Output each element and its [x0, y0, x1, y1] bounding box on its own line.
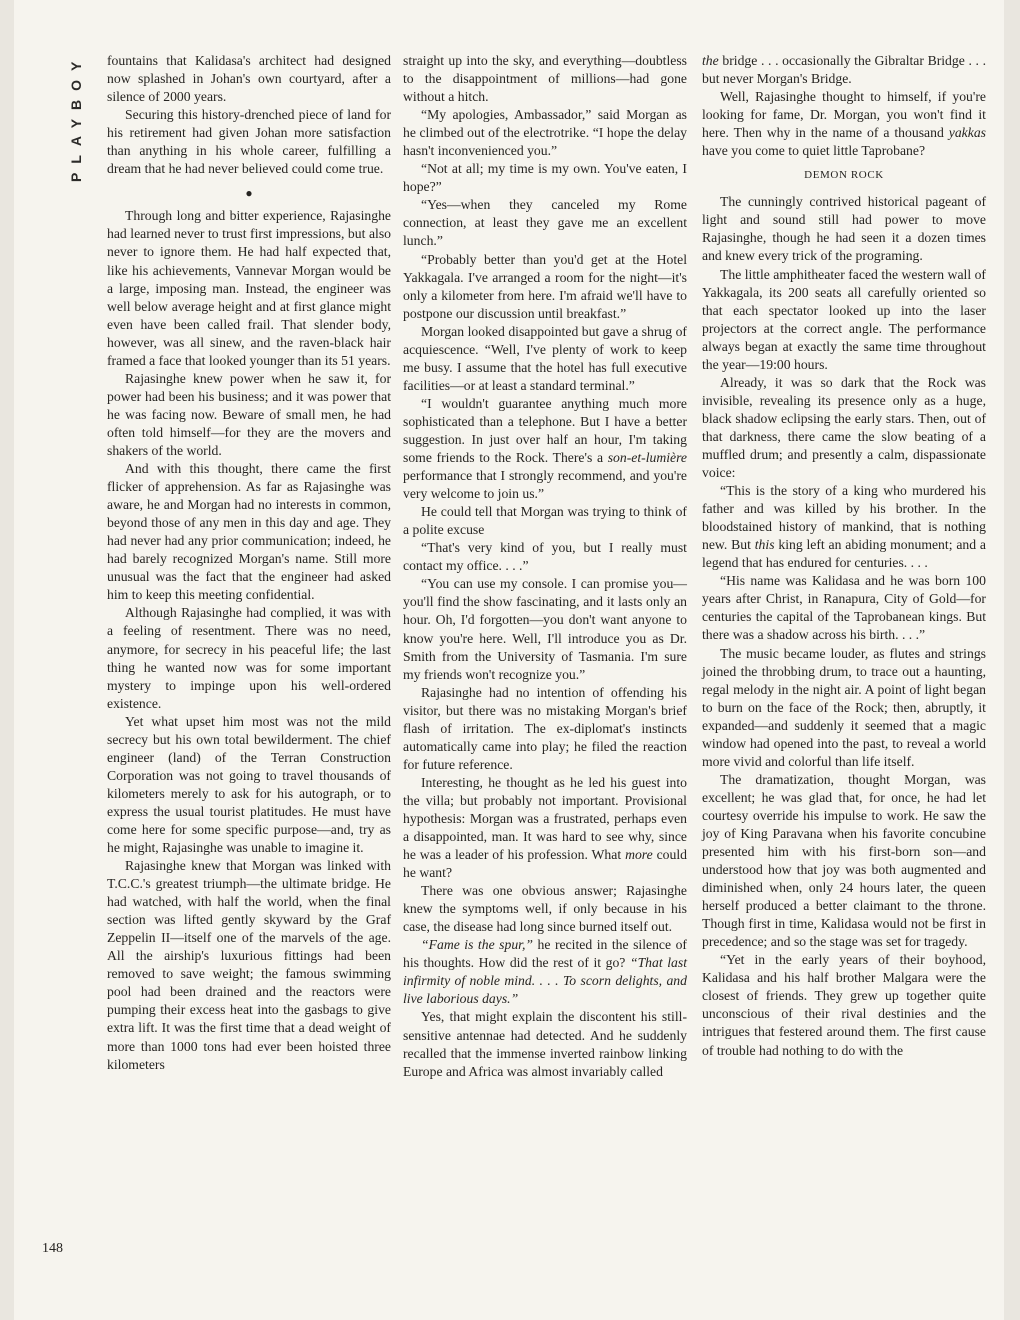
text-run: “I wouldn't guarantee anything much more sophisticated than a telephone. But I have a better suggestion. In just over half an hour, I'm taking some friends to the Rock. There's a	[403, 395, 687, 466]
paragraph	[403, 936, 687, 1008]
paragraph: fountains that Kalidasa's architect had designed now splashed in Johan's own courtyard, after a silence of 2000 years.	[107, 53, 391, 105]
text-run: king left an abiding monument; and a legend that has endured for centuries. . . .	[702, 537, 986, 571]
magazine-page	[14, 0, 1004, 1320]
text-run: have you come to quiet little Taprobane?	[702, 143, 926, 159]
paragraph: straight up into the sky, and everything—doubtless to the disappointment of millions—had gone without a hitch.	[403, 53, 687, 105]
paragraph: He could tell that Morgan was trying to think of a polite excuse	[403, 504, 687, 538]
paragraph: Morgan looked disappointed but gave a shrug of acquiescence. “Well, I've plenty of work to keep me busy. I assume that the hotel has full executive facilities—or at least a standard terminal.”	[403, 323, 687, 393]
paragraph: Already, it was so dark that the Rock was invisible, revealing its presence only as a huge, black shadow eclipsing the early stars. Then, out of that darkness, there came the slow beating of a muffled drum; and presently a calm, dispassionate voice:	[702, 374, 986, 481]
paragraph: Securing this history-drenched piece of land for his retirement had given Johan more satisfaction than anything in his whole career, fulfilling a dream that he had never believed could come true.	[107, 107, 391, 177]
text-run: performance that I strongly recommend, and you're very welcome to join us.”	[403, 468, 687, 502]
paragraph: Rajasinghe had no intention of offending his visitor, but there was no mistaking Morgan's brief flash of irritation. The ex-diplomat's instincts automatically came into play; he filed the reaction for future reference.	[403, 684, 687, 772]
page-number: 148	[42, 1241, 63, 1256]
paragraph	[702, 88, 986, 160]
text-run: Interesting, he thought as he led his guest into the villa; but probably not important. Provisional hypothesis: Morgan was a frustrated, perhaps even a disappointed, man. It was hard to see why, since he was a leader of his profession. What	[403, 774, 687, 863]
paragraph: The little amphitheater faced the western wall of Yakkagala, its 200 seats all carefully oriented so that each spectator looked up into the laser projectors at the correct angle. The performance always began at exactly the same time throughout the year—19:00 hours.	[702, 266, 986, 372]
italic-text: this	[754, 537, 775, 553]
paragraph: “Yes—when they canceled my Rome connection, at least they gave me an excellent lunch.”	[403, 197, 687, 249]
paragraph: Yes, that might explain the discontent his still-sensitive antennae had detected. And he suddenly recalled that the immense inverted rainbow linking Europe and Africa was almost invariably called	[403, 1009, 687, 1079]
italic-text: “That last infirmity of noble mind. . . . To scorn delights, and live laborious days.”	[403, 955, 688, 1007]
paragraph	[702, 482, 986, 572]
paragraph: Although Rajasinghe had complied, it was with a feeling of resentment. There was no need, anymore, for secrecy in his peaceful life; the last thing he wanted now was for some important mystery to impinge upon his well-ordered existence.	[107, 605, 391, 711]
paragraph: “Yet in the early years of their boyhood, Kalidasa and his half brother Malgara were the closest of friends. They grew up together quite unconscious of their rival destinies and the intrigues that festered around them. The first cause of trouble had nothing to do with the	[702, 952, 986, 1058]
magazine-masthead: PLAYBOY	[68, 52, 84, 182]
italic-text: son-et-lumière	[607, 450, 687, 466]
paragraph: “His name was Kalidasa and he was born 100 years after Christ, in Ranapura, City of Gold—for centuries the capital of the Taprobanean kings. But there was a shadow across his birth. . . .”	[702, 573, 986, 643]
text-run: “This is the story of a king who murdered his father and was killed by his brother. In the bloodstained history of mankind, that is nothing new. But	[702, 483, 986, 553]
text-column-3	[702, 52, 986, 1060]
paragraph	[702, 52, 986, 88]
section-subhead: DEMON ROCK	[804, 169, 884, 182]
paragraph: The music became louder, as flutes and strings joined the throbbing drum, to trace out a haunting, regal melody in the night air. A point of light began to burn on the face of the Rock; then, abruptly, it expanded—and suddenly it seemed that a magic window had opened into the past, to reveal a world more vivid and colorful than life itself.	[702, 645, 986, 769]
paragraph	[403, 774, 687, 882]
text-column-2	[403, 52, 687, 1081]
paragraph: There was one obvious answer; Rajasinghe knew the symptoms well, if only because in his case, the disease had long since burned itself out.	[403, 883, 687, 935]
italic-text: yakkas	[948, 125, 986, 141]
paragraph: And with this thought, there came the first flicker of apprehension. As far as Rajasinghe was aware, he and Morgan had no interests in common, beyond those of any men in this day and age. They had never had any prior communication; indeed, he had barely recognized Morgan's name. Still more unusual was the fact that the engineer had asked him to keep this meeting confidential.	[107, 461, 391, 603]
paragraph	[403, 395, 687, 503]
paragraph: “Not at all; my time is my own. You've eaten, I hope?”	[403, 161, 687, 195]
paragraph: Rajasinghe knew that Morgan was linked with T.C.C.'s greatest triumph—the ultimate bridge. He had watched, with half the world, when the final section was lifted gently skyward by the Graf Zeppelin II—itself one of the marvels of the age. All the airship's luxurious fittings had been removed to save weight; the famous swimming pool had been drained and the reactors were pumping their excess heat into the gasbags to give extra lift. It was the first time that a dead weight of more than 1000 tons had ever been hoisted three kilometers	[107, 858, 391, 1072]
paragraph: “That's very kind of you, but I really must contact my office. . . .”	[403, 540, 687, 574]
text-run: Well, Rajasinghe thought to himself, if you're looking for fame, Dr. Morgan, you won't find it here. Then why in the name of a thousand	[702, 89, 986, 141]
paragraph: The dramatization, thought Morgan, was excellent; he was glad that, for once, he had let courtesy override his impulse to work. He saw the joy of King Paravana when his favorite concubine presented him with his first-born son—and understood how that joy was both augmented and diminished when, only 24 hours later, the queen herself produced a better claimant to the throne. Though first in time, Kalidasa would not be first in precedence; and so the stage was set for tragedy.	[702, 771, 986, 950]
paragraph: “Probably better than you'd get at the Hotel Yakkagala. I've arranged a room for the night—it's only a kilometer from here. I'm afraid we'll have to postpone our discussion until breakfast.”	[403, 251, 687, 321]
paragraph: The cunningly contrived historical pageant of light and sound still had power to move Rajasinghe, though he had seen it a dozen times and knew every trick of the programing.	[702, 194, 986, 264]
paragraph: “You can use my console. I can promise you—you'll find the show fascinating, and it lasts only an hour. Oh, I'd forgotten—you don't want anyone to know you're here. Well, I'll introduce you as Dr. Smith from the University of Tasmania. I'm sure my friends won't recognize you.”	[403, 576, 687, 682]
text-run: bridge . . . occasionally the Gibraltar Bridge . . . but never Morgan's Bridge.	[702, 53, 986, 87]
paragraph: Rajasinghe knew power when he saw it, for power had been his business; and it was power that he was facing now. Beware of small men, he had often told himself—for they are the movers and shakers of the world.	[107, 370, 391, 458]
paragraph: Through long and bitter experience, Rajasinghe had learned never to trust first impressions, but also never to ignore them. He had half expected that, like his achievements, Vannevar Morgan would be a large, imposing man. Instead, the engineer was well below average height and at first glance might even have been called frail. That slender body, however, was all sinew, and the raven-black hair framed a face that looked younger than its 51 years.	[107, 208, 391, 368]
italic-text: “Fame is the spur,”	[421, 937, 534, 953]
text-column-1	[107, 52, 391, 1074]
italic-text: the	[702, 53, 719, 68]
text-run: could he want?	[403, 847, 687, 881]
paragraph: “My apologies, Ambassador,” said Morgan as he climbed out of the electrotrike. “I hope the delay hasn't inconvenienced you.”	[403, 107, 687, 159]
section-separator: ●	[245, 186, 253, 201]
text-run: he recited in the silence of his thoughts. How did the rest of it go?	[403, 937, 687, 971]
paragraph: Yet what upset him most was not the mild secrecy but his own total bewilderment. The chief engineer (land) of the Terran Construction Corporation was not going to travel thousands of kilometers merely to ask for his autograph, or to express the usual tourist platitudes. He must have come here for some specific purpose—and, try as he might, Rajasinghe was unable to imagine it.	[107, 713, 391, 856]
italic-text: more	[625, 847, 653, 863]
